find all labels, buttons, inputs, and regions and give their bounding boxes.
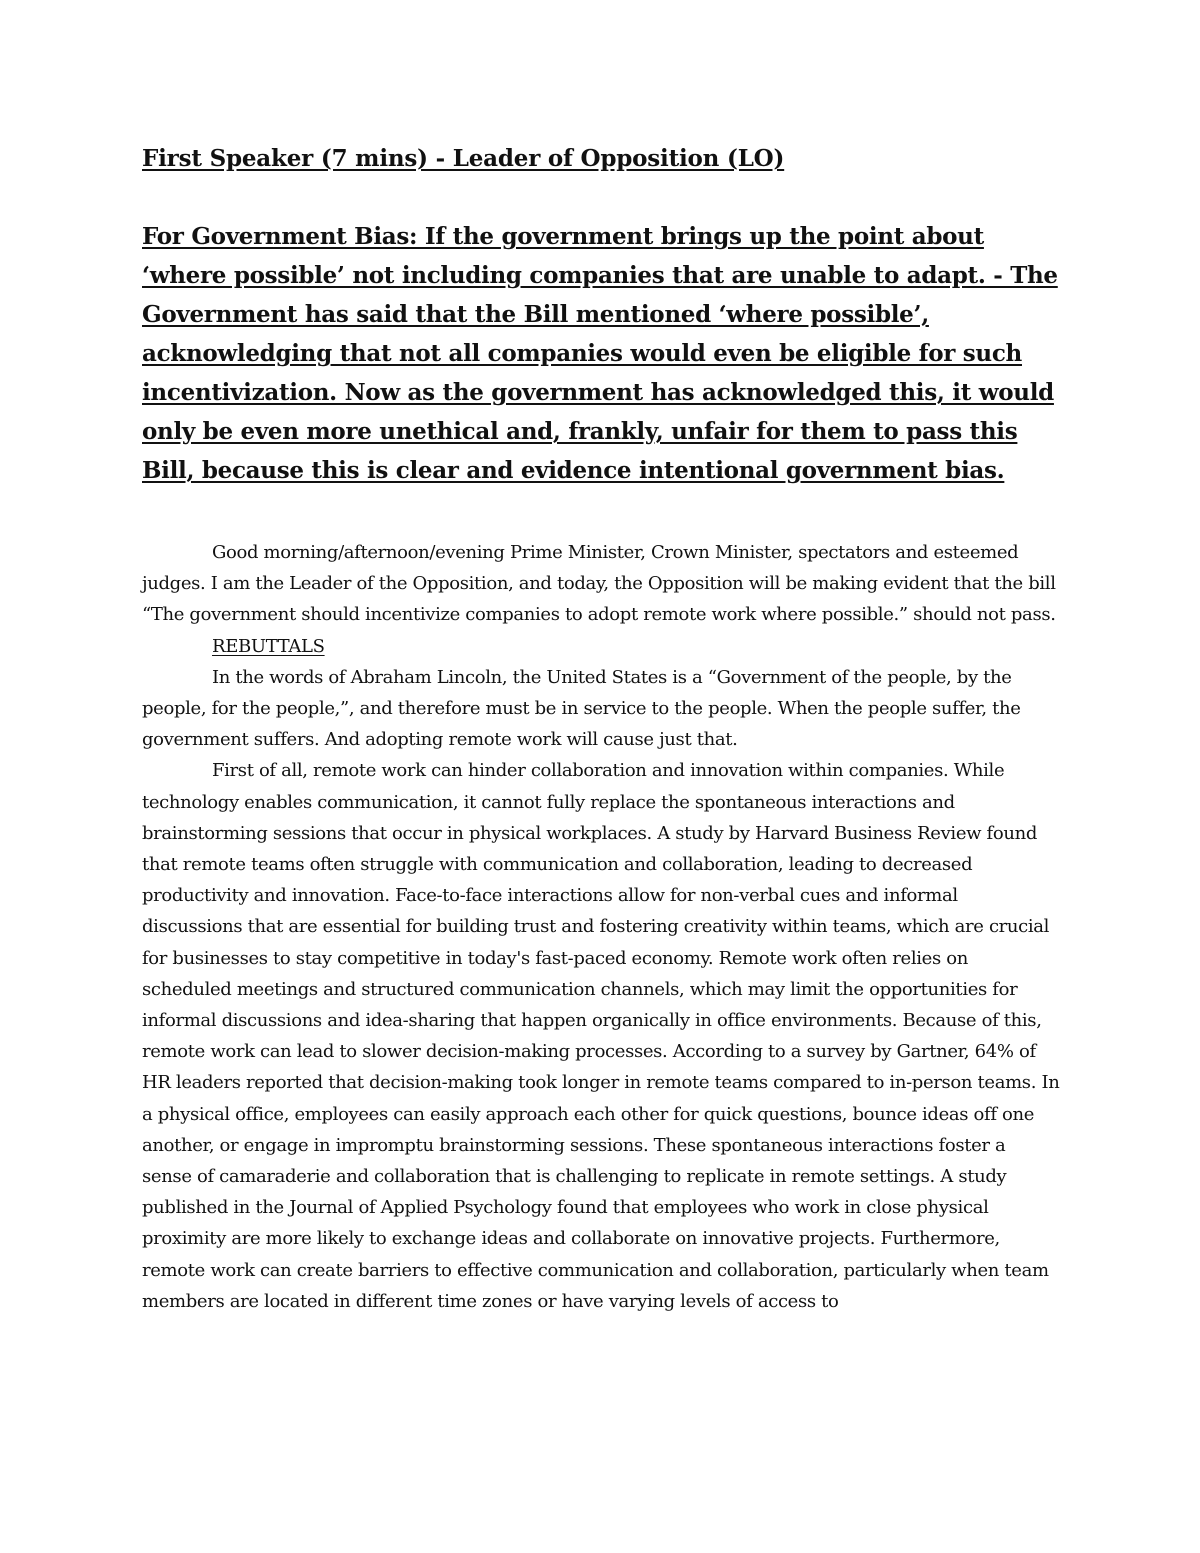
document-page (142, 140, 1060, 1317)
rebuttal-paragraph-2: First of all, remote work can hinder collaboration and innovation within companies. While technology enables communication, it cannot fully replace the spontaneous interactions and brainstorming sessions that occur in physical workplaces. A study by Harvard Business Review found that remote teams often struggle with communication and collaboration, leading to decreased productivity and innovation. Face-to-face interactions allow for non-verbal cues and informal discussions that are essential for building trust and fostering creativity within teams, which are crucial for businesses to stay competitive in today's fast-paced economy. Remote work often relies on scheduled meetings and structured communication channels, which may limit the opportunities for informal discussions and idea-sharing that happen organically in office environments. Because of this, remote work can lead to slower decision-making processes. According to a survey by Gartner, 64% of HR leaders reported that decision-making took longer in remote teams compared to in-person teams. In a physical office, employees can easily approach each other for quick questions, bounce ideas off one another, or engage in impromptu brainstorming sessions. These spontaneous interactions foster a sense of camaraderie and collaboration that is challenging to replicate in remote settings. A study published in the Journal of Applied Psychology found that employees who work in close physical proximity are more likely to exchange ideas and collaborate on innovative projects. Furthermore, remote work can create barriers to effective communication and collaboration, particularly when team members are located in different time zones or have varying levels of access to (142, 760, 1060, 1312)
section-heading-rebuttals: REBUTTALS (212, 635, 325, 657)
intro-paragraph: Good morning/afternoon/evening Prime Minister, Crown Minister, spectators and esteemed judges. I am the Leader of the Opposition, and today, the Opposition will be making evident that the bill “The government should incentivize companies to adopt remote work where possible.” should not pass. (142, 542, 1056, 626)
rebuttal-paragraph-1: In the words of Abraham Lincoln, the United States is a “Government of the people, by the people, for the people,”, and therefore must be in service to the people. When the people suffer, the government suffers. And adopting remote work will cause just that. (142, 666, 1021, 751)
speech-body (142, 537, 1060, 1317)
document-title: First Speaker (7 mins) - Leader of Opposition (LO) (142, 145, 785, 172)
government-bias-note: For Government Bias: If the government brings up the point about ‘where possible’ not including companies that are unable to adapt. - The Government has said that the Bill mentioned ‘where possible’, acknowledging that not all companies would even be eligible for such incentivization. Now as the government has acknowledged this, it would only be even more unethical and, frankly, unfair for them to pass this Bill, because this is clear and evidence intentional government bias. (142, 223, 1058, 484)
